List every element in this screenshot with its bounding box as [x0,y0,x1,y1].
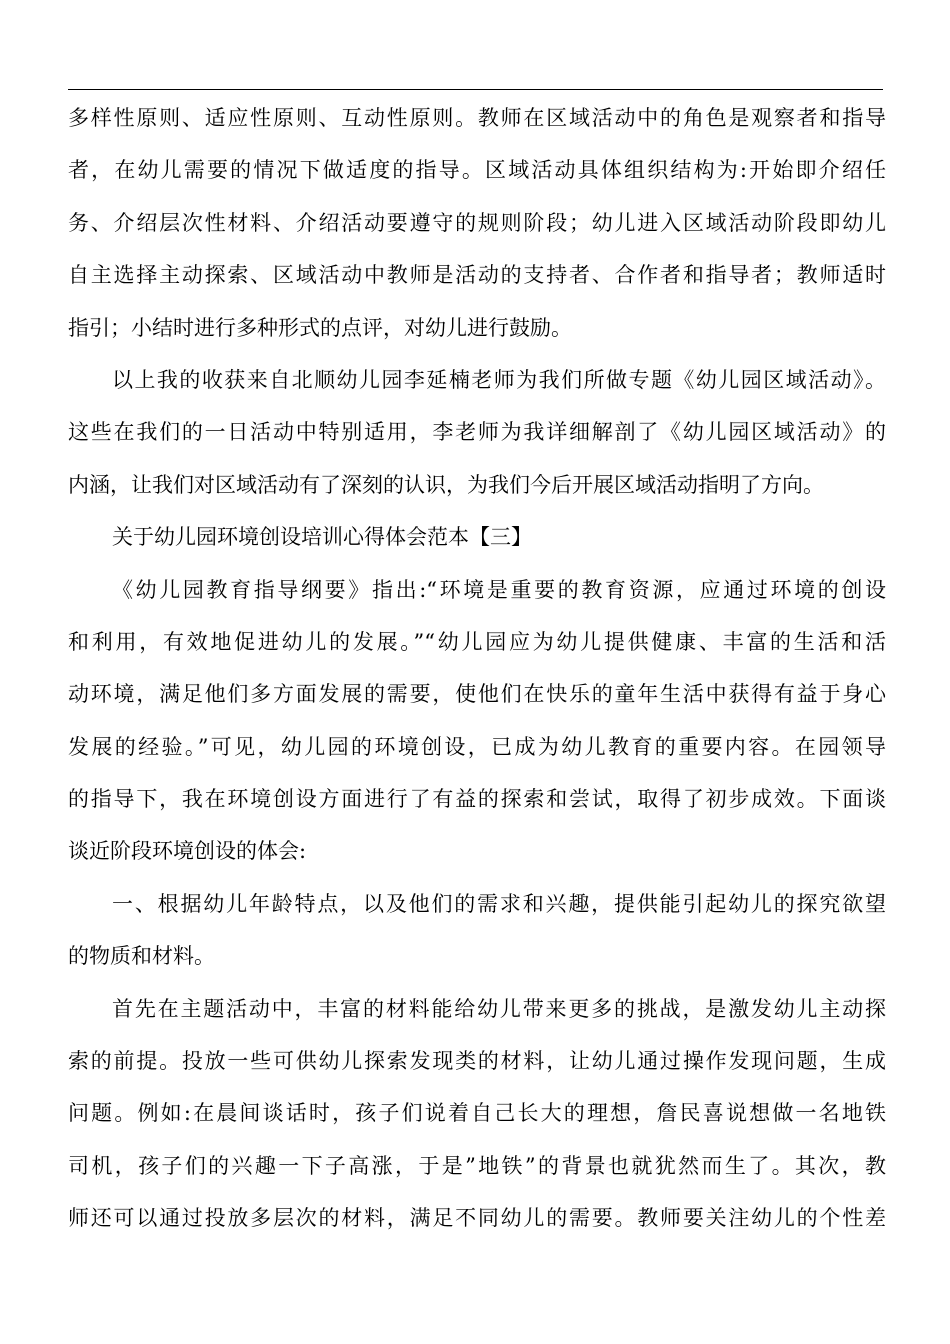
text-line: 的物质和材料。 [68,944,215,969]
paragraph-start-line: 《幼儿园教育指导纲要》指出:“环境是重要的教育资源，应通过环境的创设 [112,577,886,602]
section-heading: 关于幼儿园环境创设培训心得体会范本【三】 [112,525,532,550]
text-line: 务、介绍层次性材料、介绍活动要遵守的规则阶段；幼儿进入区域活动阶段即幼儿 [68,210,886,235]
text-line: 内涵，让我们对区域活动有了深刻的认识，为我们今后开展区域活动指明了方向。 [68,472,824,497]
text-line: 谈近阶段环境创设的体会: [68,839,307,864]
text-line: 动环境，满足他们多方面发展的需要，使他们在快乐的童年生活中获得有益于身心 [68,682,886,707]
text-line: 和利用，有效地促进幼儿的发展。”“幼儿园应为幼儿提供健康、丰富的生活和活 [68,629,886,654]
text-line: 发展的经验。”可见，幼儿园的环境创设，已成为幼儿教育的重要内容。在园领导 [68,734,886,759]
paragraph-start-line: 一、根据幼儿年龄特点，以及他们的需求和兴趣，提供能引起幼儿的探究欲望 [112,891,886,916]
text-line: 这些在我们的一日活动中特别适用，李老师为我详细解剖了《幼儿园区域活动》的 [68,420,886,445]
paragraph-start-line: 首先在主题活动中，丰富的材料能给幼儿带来更多的挑战，是激发幼儿主动探 [112,996,886,1021]
body-text [68,92,886,1245]
text-line: 指引；小结时进行多种形式的点评，对幼儿进行鼓励。 [68,315,572,340]
text-line: 的指导下，我在环境创设方面进行了有益的探索和尝试，取得了初步成效。下面谈 [68,787,886,812]
text-line: 师还可以通过投放多层次的材料，满足不同幼儿的需要。教师要关注幼儿的个性差 [68,1206,886,1231]
text-line: 者，在幼儿需要的情况下做适度的指导。区域活动具体组织结构为:开始即介绍任 [68,158,886,183]
text-line: 司机，孩子们的兴趣一下子高涨，于是”地铁”的背景也就犹然而生了。其次，教 [68,1153,886,1178]
text-line: 自主选择主动探索、区域活动中教师是活动的支持者、合作者和指导者；教师适时 [68,263,886,288]
text-line: 多样性原则、适应性原则、互动性原则。教师在区域活动中的角色是观察者和指导 [68,106,886,130]
text-line: 索的前提。投放一些可供幼儿探索发现类的材料，让幼儿通过操作发现问题，生成 [68,1049,886,1074]
paragraph-start-line: 以上我的收获来自北顺幼儿园李延楠老师为我们所做专题《幼儿园区域活动》。 [112,367,886,392]
header-rule [68,89,883,90]
text-line: 问题。例如:在晨间谈话时，孩子们说着自己长大的理想，詹民喜说想做一名地铁 [68,1101,886,1126]
